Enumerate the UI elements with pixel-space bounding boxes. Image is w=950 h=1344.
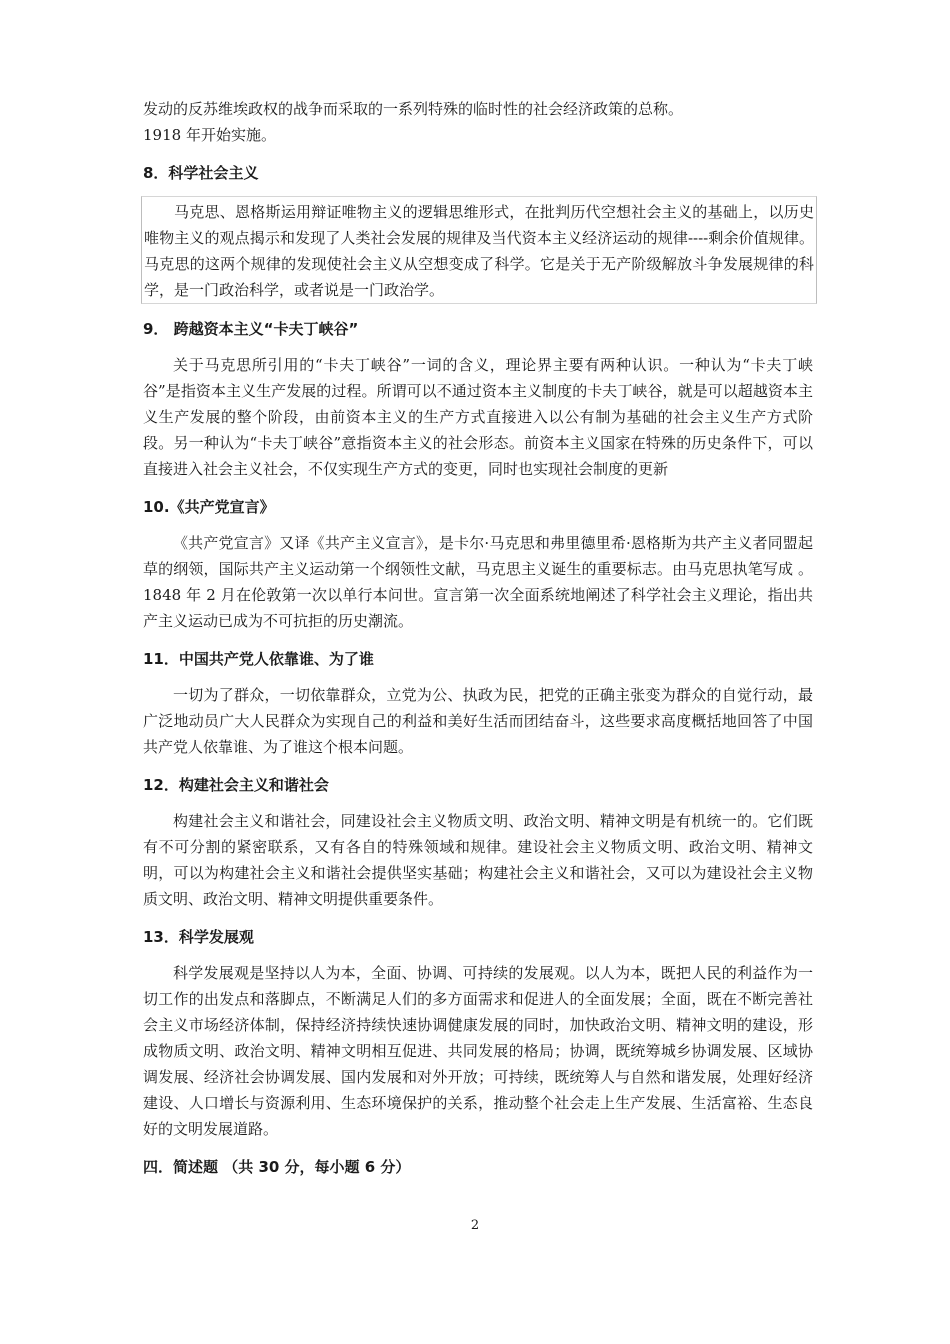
section-body-12: 构建社会主义和谐社会，同建设社会主义物质文明、政治文明、精神文明是有机统一的。它们既有不可分割的紧密联系，又有各自的特殊领域和规律。建设社会主义物质文明、政治文明、精神文明，可以为构建社会主义和谐社会提供坚实基础；构建社会主义和谐社会，又可以为建设社会主义物质文明、政治文明、精神文明提供重要条件。 — [143, 812, 813, 908]
section-heading-8: 8．科学社会主义 — [143, 164, 259, 182]
section-heading-9: 9． 跨越资本主义“卡夫丁峡谷” — [143, 320, 359, 338]
section-body-11: 一切为了群众，一切依靠群众，立党为公、执政为民，把党的正确主张变为群众的自觉行动，最广泛地动员广大人民群众为实现自己的利益和美好生活而团结奋斗，这些要求高度概括地回答了中国共产党人依靠谁、为了谁这个根本问题。 — [143, 686, 813, 756]
section-body-13: 科学发展观是坚持以人为本，全面、协调、可持续的发展观。以人为本，既把人民的利益作为一切工作的出发点和落脚点，不断满足人们的多方面需求和促进人的全面发展；全面，既在不断完善社会主义市场经济体制，保持经济持续快速协调健康发展的同时，加快政治文明、精神文明的建设，形成物质文明、政治文明、精神文明相互促进、共同发展的格局；协调，既统筹城乡协调发展、区域协调发展、经济社会协调发展、国内发展和对外开放；可持续，既统筹人与自然和谐发展，处理好经济建设、人口增长与资源利用、生态环境保护的关系，推动整个社会走上生产发展、生活富裕、生态良好的文明发展道路。 — [143, 964, 813, 1138]
section-heading-13: 13．科学发展观 — [143, 928, 254, 946]
final-section-heading: 四．简述题 （共 30 分，每小题 6 分） — [143, 1158, 411, 1176]
section-body-8: 马克思、恩格斯运用辩证唯物主义的逻辑思维形式，在批判历代空想社会主义的基础上，以历史唯物主义的观点揭示和发现了人类社会发展的规律及当代资本主义经济运动的规律----剩余价值规律。马克思的这两个规律的发现使社会主义从空想变成了科学。它是关于无产阶级解放斗争发展规律的科学，是一门政治科学，或者说是一门政治学。 — [144, 203, 814, 299]
section-heading-10: 10.《共产党宣言》 — [143, 498, 275, 516]
intro-line-2: 1918 年开始实施。 — [143, 126, 276, 144]
section-body-10: 《共产党宣言》又译《共产主义宣言》，是卡尔·马克思和弗里德里希·恩格斯为共产主义者同盟起草的纲领，国际共产主义运动第一个纲领性文献，马克思主义诞生的重要标志。由马克思执笔写成 。1848 年 2 月在伦敦第一次以单行本问世。宣言第一次全面系统地阐述了科学社会主义理论，指出共产主义运动已成为不可抗拒的历史潮流。 — [143, 534, 813, 630]
section-body-box-8 — [141, 196, 817, 304]
intro-line-1: 发动的反苏维埃政权的战争而采取的一系列特殊的临时性的社会经济政策的总称。 — [143, 100, 684, 118]
section-heading-12: 12．构建社会主义和谐社会 — [143, 776, 329, 794]
page-content — [143, 96, 813, 1190]
section-body-9: 关于马克思所引用的“卡夫丁峡谷”一词的含义，理论界主要有两种认识。一种认为“卡夫丁峡谷”是指资本主义生产发展的过程。所谓可以不通过资本主义制度的卡夫丁峡谷，就是可以超越资本主义生产发展的整个阶段，由前资本主义的生产方式直接进入以公有制为基础的社会主义生产方式阶段。另一种认为“卡夫丁峡谷”意指资本主义的社会形态。前资本主义国家在特殊的历史条件下，可以直接进入社会主义社会，不仅实现生产方式的变更，同时也实现社会制度的更新 — [143, 356, 813, 478]
page-number: 2 — [470, 1218, 480, 1233]
section-heading-11: 11．中国共产党人依靠谁、为了谁 — [143, 650, 374, 668]
